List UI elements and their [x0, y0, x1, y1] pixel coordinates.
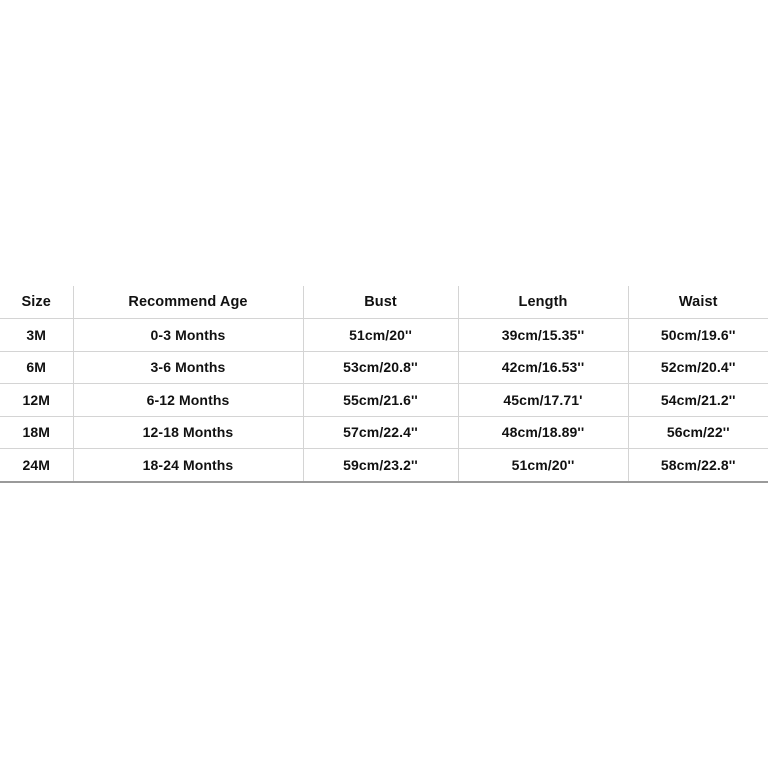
header-recommend-age: Recommend Age: [73, 286, 303, 319]
header-length: Length: [458, 286, 628, 319]
header-waist: Waist: [628, 286, 768, 319]
cell-waist: 56cm/22'': [628, 416, 768, 449]
cell-waist: 54cm/21.2'': [628, 384, 768, 417]
header-bust: Bust: [303, 286, 458, 319]
cell-recommend-age: 6-12 Months: [73, 384, 303, 417]
cell-bust: 53cm/20.8'': [303, 351, 458, 384]
cell-waist: 50cm/19.6'': [628, 319, 768, 352]
table-row: [0, 351, 768, 384]
cell-bust: 51cm/20'': [303, 319, 458, 352]
cell-recommend-age: 3-6 Months: [73, 351, 303, 384]
header-size: Size: [0, 286, 73, 319]
table-row: [0, 449, 768, 482]
cell-size: 24M: [0, 449, 73, 482]
cell-bust: 59cm/23.2'': [303, 449, 458, 482]
cell-bust: 57cm/22.4'': [303, 416, 458, 449]
cell-length: 51cm/20'': [458, 449, 628, 482]
size-chart-table: [0, 286, 768, 483]
table-row: [0, 384, 768, 417]
cell-length: 42cm/16.53'': [458, 351, 628, 384]
cell-recommend-age: 18-24 Months: [73, 449, 303, 482]
cell-size: 12M: [0, 384, 73, 417]
table-row: [0, 319, 768, 352]
cell-size: 18M: [0, 416, 73, 449]
cell-recommend-age: 0-3 Months: [73, 319, 303, 352]
cell-recommend-age: 12-18 Months: [73, 416, 303, 449]
cell-size: 6M: [0, 351, 73, 384]
cell-bust: 55cm/21.6'': [303, 384, 458, 417]
cell-length: 45cm/17.71': [458, 384, 628, 417]
table-body: [0, 319, 768, 482]
cell-length: 48cm/18.89'': [458, 416, 628, 449]
table-row: [0, 416, 768, 449]
cell-waist: 52cm/20.4'': [628, 351, 768, 384]
cell-length: 39cm/15.35'': [458, 319, 628, 352]
cell-size: 3M: [0, 319, 73, 352]
header-row: [0, 286, 768, 319]
cell-waist: 58cm/22.8'': [628, 449, 768, 482]
table-header: [0, 286, 768, 319]
